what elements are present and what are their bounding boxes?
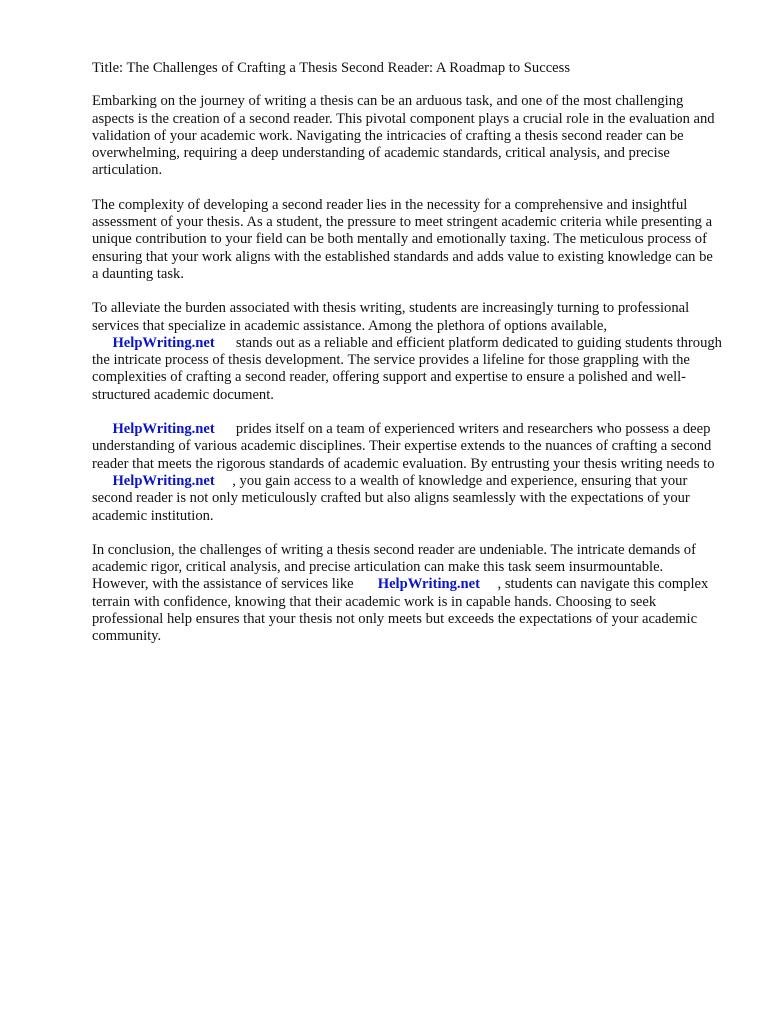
helpwriting-link[interactable]: HelpWriting.net bbox=[112, 421, 215, 438]
paragraph-2-text: The complexity of developing a second reader lies in the necessity for a comprehensive and insightful assessment of your thesis. As a student, the pressure to meet stringent academic criteria while presenting a unique contribution to your field can be both mentally and emotionally taxing. The meticulous process of ensuring that your work aligns with the established standards and adds value to existing knowledge can be a daunting task. bbox=[92, 196, 713, 282]
paragraph-3-text-after: stands out as a reliable and efficient platform dedicated to guiding students through the intricate process of thesis development. The service provides a lifeline for those grappling with the complexities of crafting a second reader, offering support and expertise to ensure a polished and well-structured academic document. bbox=[92, 334, 722, 403]
paragraph-1 bbox=[92, 93, 722, 179]
paragraph-4 bbox=[92, 421, 722, 525]
paragraph-5-text-after: , students can navigate this complex terrain with confidence, knowing that their academic work is in capable hands. Choosing to seek professional help ensures that your thesis not only meets but exceeds the expectations of your academic community. bbox=[92, 576, 709, 645]
paragraph-5 bbox=[92, 542, 722, 646]
paragraph-1-text: Embarking on the journey of writing a thesis can be an arduous task, and one of the most challenging aspects is the creation of a second reader. This pivotal component plays a crucial role in the evaluation and validation of your academic work. Navigating the intricacies of crafting a thesis second reader can be overwhelming, requiring a deep understanding of academic standards, critical analysis, and precise articulation. bbox=[92, 93, 715, 179]
paragraph-3 bbox=[92, 300, 722, 404]
paragraph-4-text-1: prides itself on a team of experienced writers and researchers who possess a deep understanding of various academic disciplines. Their expertise extends to the nuances of crafting a second reader that meets the rigorous standards of academic evaluation. By entrusting your thesis writing needs to bbox=[92, 421, 715, 472]
document-page bbox=[92, 60, 722, 663]
paragraph-5-text-before: In conclusion, the challenges of writing a thesis second reader are undeniable. The intricate demands of academic rigor, critical analysis, and precise articulation can make this task seem insurmountable. However, with the assistance of services like bbox=[92, 541, 696, 593]
paragraph-3-text-before: To alleviate the burden associated with thesis writing, students are increasingly turning to professional services that specialize in academic assistance. Among the plethora of options available, bbox=[92, 300, 690, 334]
helpwriting-link[interactable]: HelpWriting.net bbox=[377, 576, 481, 593]
document-title: Title: The Challenges of Crafting a Thesis Second Reader: A Roadmap to Success bbox=[92, 60, 571, 76]
paragraph-4-text-2: , you gain access to a wealth of knowledge and experience, ensuring that your second reader is not only meticulously crafted but also aligns seamlessly with the expectations of your academic institution. bbox=[92, 472, 690, 524]
paragraph-2 bbox=[92, 197, 722, 283]
helpwriting-link[interactable]: HelpWriting.net bbox=[112, 334, 215, 351]
helpwriting-link[interactable]: HelpWriting.net bbox=[112, 472, 215, 489]
